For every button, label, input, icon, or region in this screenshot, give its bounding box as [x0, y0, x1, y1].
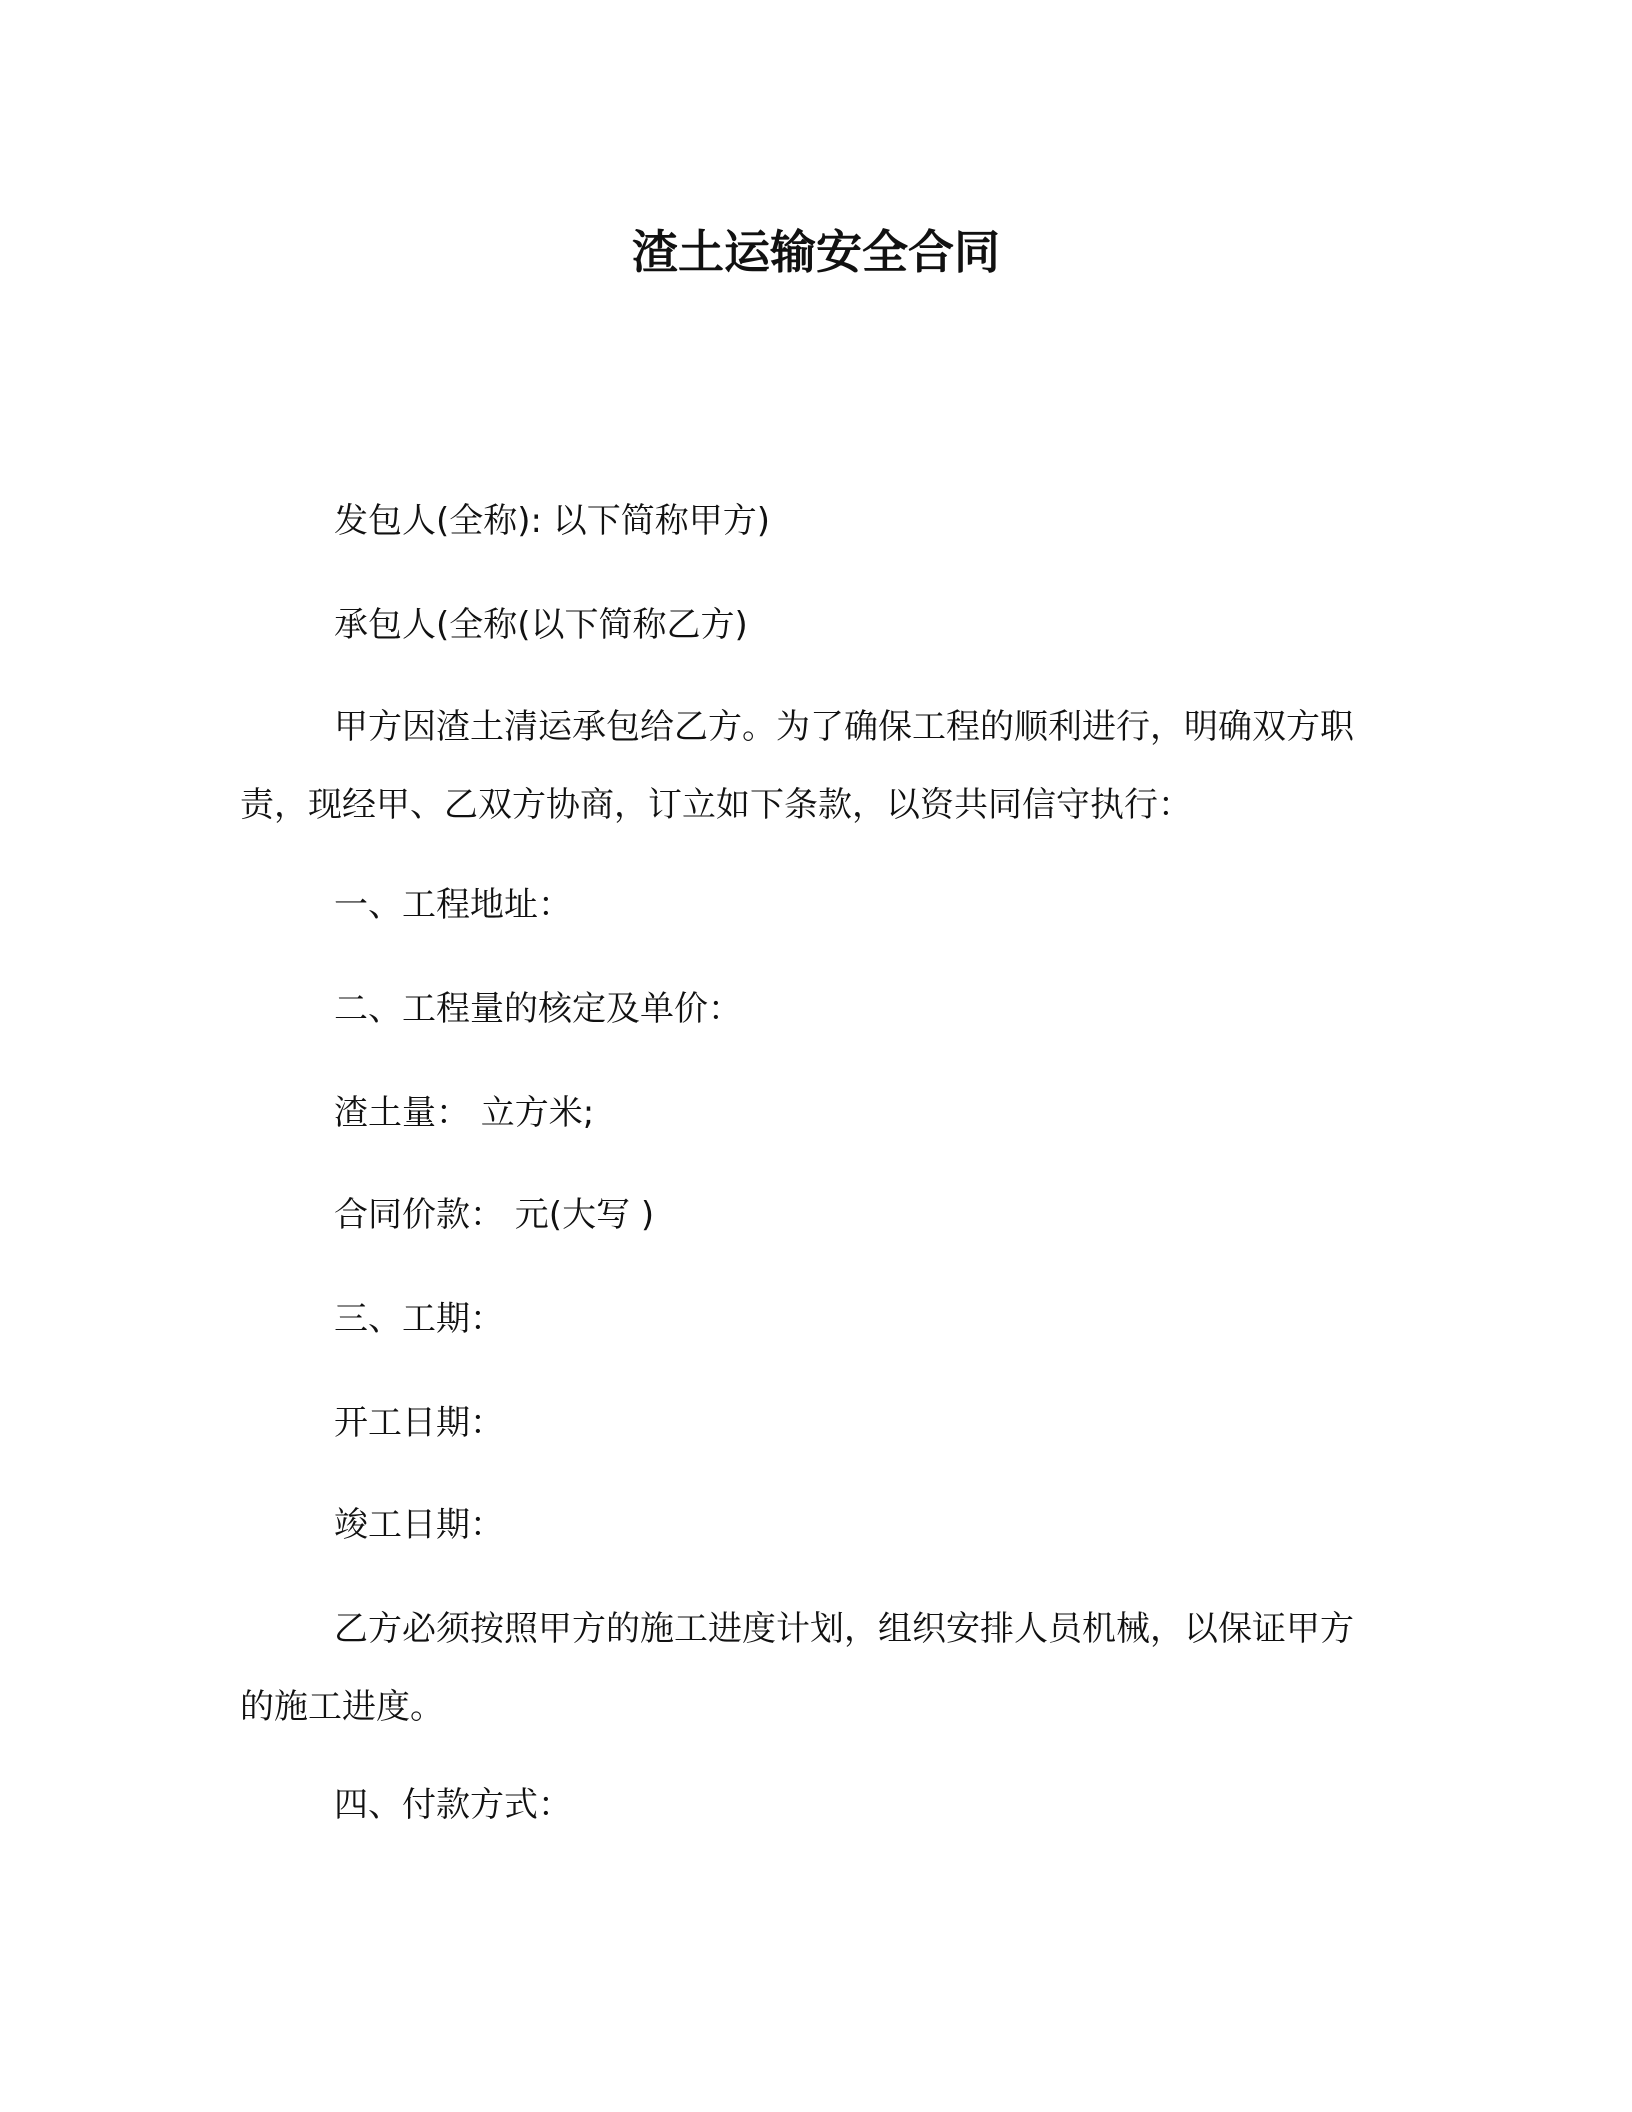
clause-1-heading: 一、工程地址：	[334, 885, 572, 925]
document-title: 渣土运输安全合同	[632, 225, 1000, 279]
paragraph-price: 合同价款： 元(大写 )	[334, 1195, 655, 1235]
clause-4-heading: 四、付款方式：	[334, 1785, 572, 1825]
paragraph-preamble: 甲方因渣土清运承包给乙方。为了确保工程的顺利进行，明确双方职责，现经甲、乙双方协商，订立如下条款，以资共同信守执行：	[240, 707, 1354, 825]
paragraph-schedule: 乙方必须按照甲方的施工进度计划，组织安排人员机械，以保证甲方的施工进度。	[240, 1609, 1354, 1727]
paragraph-volume: 渣土量： 立方米;	[334, 1093, 595, 1133]
paragraph-completion-date: 竣工日期：	[334, 1505, 504, 1545]
clause-2-heading: 二、工程量的核定及单价：	[334, 989, 742, 1029]
paragraph-employer: 发包人(全称): 以下简称甲方)	[334, 501, 771, 541]
paragraph-start-date: 开工日期：	[334, 1403, 504, 1443]
clause-3-heading: 三、工期：	[334, 1299, 504, 1339]
paragraph-contractor: 承包人(全称(以下简称乙方)	[334, 605, 748, 645]
